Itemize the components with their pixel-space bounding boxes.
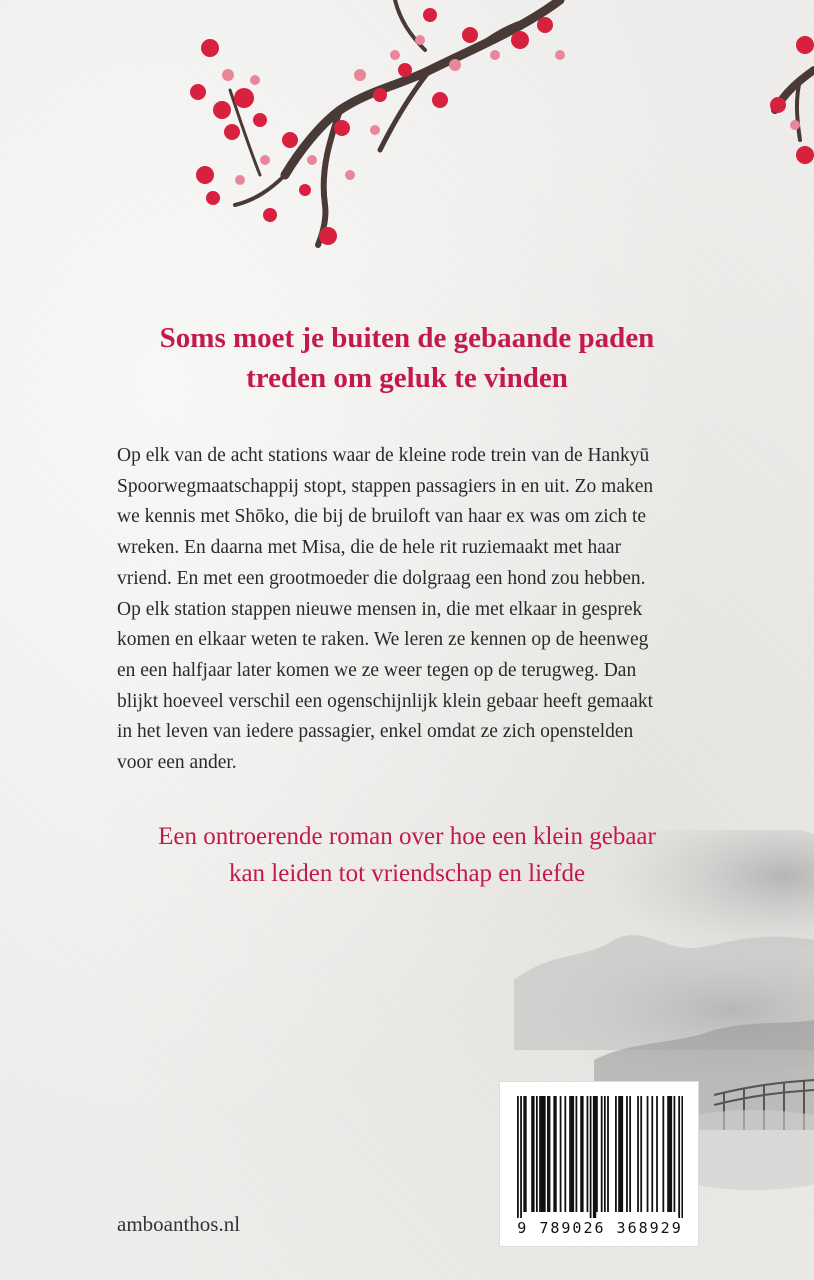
barcode-bar xyxy=(621,1096,623,1212)
barcode-bar xyxy=(555,1096,557,1212)
isbn-barcode xyxy=(499,1081,699,1247)
barcode-bar xyxy=(553,1096,555,1212)
barcode-bar xyxy=(569,1096,571,1212)
barcode-bar xyxy=(590,1096,592,1218)
barcode-bar xyxy=(536,1096,538,1212)
barcode-bar xyxy=(674,1096,676,1212)
blurb-line: we kennis met Shōko, die bij de bruiloft van haar ex was om zich te xyxy=(117,506,647,528)
blurb-line: Op elk station stappen nieuwe mensen in, die met elkaar in gesprek xyxy=(117,598,643,620)
barcode-bar xyxy=(576,1096,578,1212)
closing-statement xyxy=(0,818,814,892)
barcode-bar xyxy=(601,1096,603,1212)
publisher-website: amboanthos.nl xyxy=(117,1212,241,1236)
barcode-bar xyxy=(544,1096,546,1212)
blurb-line: vriend. En met een grootmoeder die dolgraag een hond zou hebben. xyxy=(117,567,646,589)
barcode-bar xyxy=(571,1096,573,1212)
barcode-bar xyxy=(594,1096,596,1218)
blurb-line: Op elk van de acht stations waar de kleine rode trein van de Hankyū xyxy=(117,445,650,466)
barcode-bar xyxy=(533,1096,535,1212)
barcode-bar xyxy=(656,1096,658,1212)
barcode-bar xyxy=(541,1096,543,1212)
tagline-line-2: treden om geluk te vinden xyxy=(246,362,568,394)
barcode-bar xyxy=(651,1096,653,1212)
barcode-bar xyxy=(517,1096,519,1218)
barcode-bar xyxy=(549,1096,551,1212)
blurb-line: komen en elkaar weten te raken. We leren ze kennen op de heenweg xyxy=(117,629,649,651)
barcode-bar xyxy=(620,1096,622,1212)
barcode-bar xyxy=(593,1096,595,1218)
barcode-bar xyxy=(564,1096,566,1212)
barcode-bar xyxy=(615,1096,617,1212)
barcode-bar xyxy=(637,1096,639,1212)
barcode-bar xyxy=(531,1096,533,1212)
closing-line-1: Een ontroerende roman over hoe een klein gebaar xyxy=(158,823,656,850)
barcode-bar xyxy=(678,1096,680,1218)
blurb-line: wreken. En daarna met Misa, die de hele rit ruziemaakt met haar xyxy=(117,537,622,559)
barcode-bar xyxy=(669,1096,671,1212)
barcode-bar xyxy=(525,1096,527,1212)
barcode-bar xyxy=(580,1096,582,1212)
barcode-bar xyxy=(542,1096,544,1212)
cherry-blossom-branch-icon xyxy=(0,0,814,260)
barcode-bar xyxy=(681,1096,683,1218)
barcode-bar xyxy=(582,1096,584,1212)
blurb-line: blijkt hoeveel verschil een ogenschijnlijk klein gebaar heeft gemaakt xyxy=(117,690,654,712)
barcode-bar xyxy=(523,1096,525,1212)
barcode-bar xyxy=(560,1096,562,1212)
barcode-bar xyxy=(629,1096,631,1212)
barcode-bar xyxy=(539,1096,541,1212)
isbn-barcode-icon xyxy=(517,1096,683,1218)
blurb-paragraph xyxy=(117,441,737,779)
barcode-bar xyxy=(520,1096,522,1218)
barcode-bar xyxy=(647,1096,649,1212)
barcode-bar xyxy=(662,1096,664,1212)
barcode-bar xyxy=(596,1096,598,1212)
barcode-bar xyxy=(604,1096,606,1212)
barcode-bar xyxy=(587,1096,589,1212)
barcode-bar xyxy=(607,1096,609,1212)
closing-line-2: kan leiden tot vriendschap en liefde xyxy=(228,860,586,887)
barcode-bar xyxy=(640,1096,642,1212)
blurb-line: in het leven van iedere passagier, enkel omdat ze zich openstelden xyxy=(117,721,634,743)
blurb-line: voor een ander. xyxy=(117,752,237,774)
tagline-line-1: Soms moet je buiten de gebaande paden xyxy=(159,322,655,354)
blurb-line: Spoorwegmaatschappij stopt, stappen passagiers in en uit. Zo maken xyxy=(117,475,654,497)
barcode-bar xyxy=(618,1096,620,1212)
barcode-bar xyxy=(547,1096,549,1212)
barcode-bar xyxy=(626,1096,628,1212)
barcode-bar xyxy=(670,1096,672,1212)
blurb-line: en een halfjaar later komen we ze weer tegen op de terugweg. Dan xyxy=(117,659,637,681)
barcode-bar xyxy=(667,1096,669,1212)
barcode-bar xyxy=(572,1096,574,1212)
isbn-number: 9 789026 368929 xyxy=(517,1219,683,1237)
tagline xyxy=(0,318,814,398)
